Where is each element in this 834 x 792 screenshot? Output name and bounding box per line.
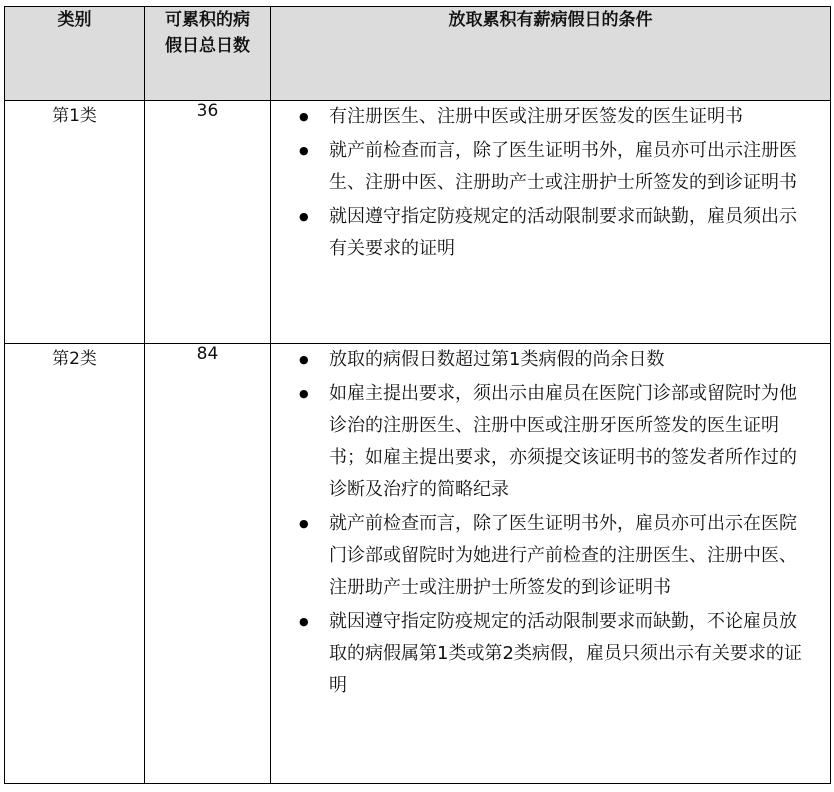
table-row xyxy=(5,101,831,344)
header-days xyxy=(145,7,271,101)
row-conditions xyxy=(271,344,831,784)
header-category: 类别 xyxy=(5,7,145,101)
row-days: 36 xyxy=(145,101,271,344)
condition-item: ● 如雇主提出要求，须出示由雇员在医院门诊部或留院时为他诊治的注册医生、注册中医或注册牙医所签发的医生证明书；如雇主提出要求，亦须提交该证明书的签发者所作过的诊断及治疗的简略纪录 xyxy=(329,378,808,506)
sick-leave-table xyxy=(4,6,831,784)
condition-item: ● 就因遵守指定防疫规定的活动限制要求而缺勤，雇员须出示有关要求的证明 xyxy=(329,201,808,265)
row-category: 第1类 xyxy=(5,101,145,344)
row-conditions xyxy=(271,101,831,344)
condition-item: ● 就产前检查而言，除了医生证明书外，雇员亦可出示在医院门诊部或留院时为她进行产前检查的注册医生、注册中医、注册助产士或注册护士所签发的到诊证明书 xyxy=(329,508,808,604)
table-row xyxy=(5,344,831,784)
conditions-list xyxy=(271,344,830,702)
row-days: 84 xyxy=(145,344,271,784)
conditions-list xyxy=(271,101,830,265)
condition-item: ● 有注册医生、注册中医或注册牙医签发的医生证明书 xyxy=(329,101,808,133)
header-conditions: 放取累积有薪病假日的条件 xyxy=(271,7,831,101)
header-days-text: 可累积的病假日总日数 xyxy=(165,10,250,56)
condition-item: ● 就因遵守指定防疫规定的活动限制要求而缺勤，不论雇员放取的病假属第1类或第2类病假，雇员只须出示有关要求的证明 xyxy=(329,606,808,702)
condition-item: ● 放取的病假日数超过第1类病假的尚余日数 xyxy=(329,344,808,376)
condition-item: ● 就产前检查而言，除了医生证明书外，雇员亦可出示注册医生、注册中医、注册助产士或注册护士所签发的到诊证明书 xyxy=(329,135,808,199)
table-header-row xyxy=(5,7,831,101)
row-category: 第2类 xyxy=(5,344,145,784)
